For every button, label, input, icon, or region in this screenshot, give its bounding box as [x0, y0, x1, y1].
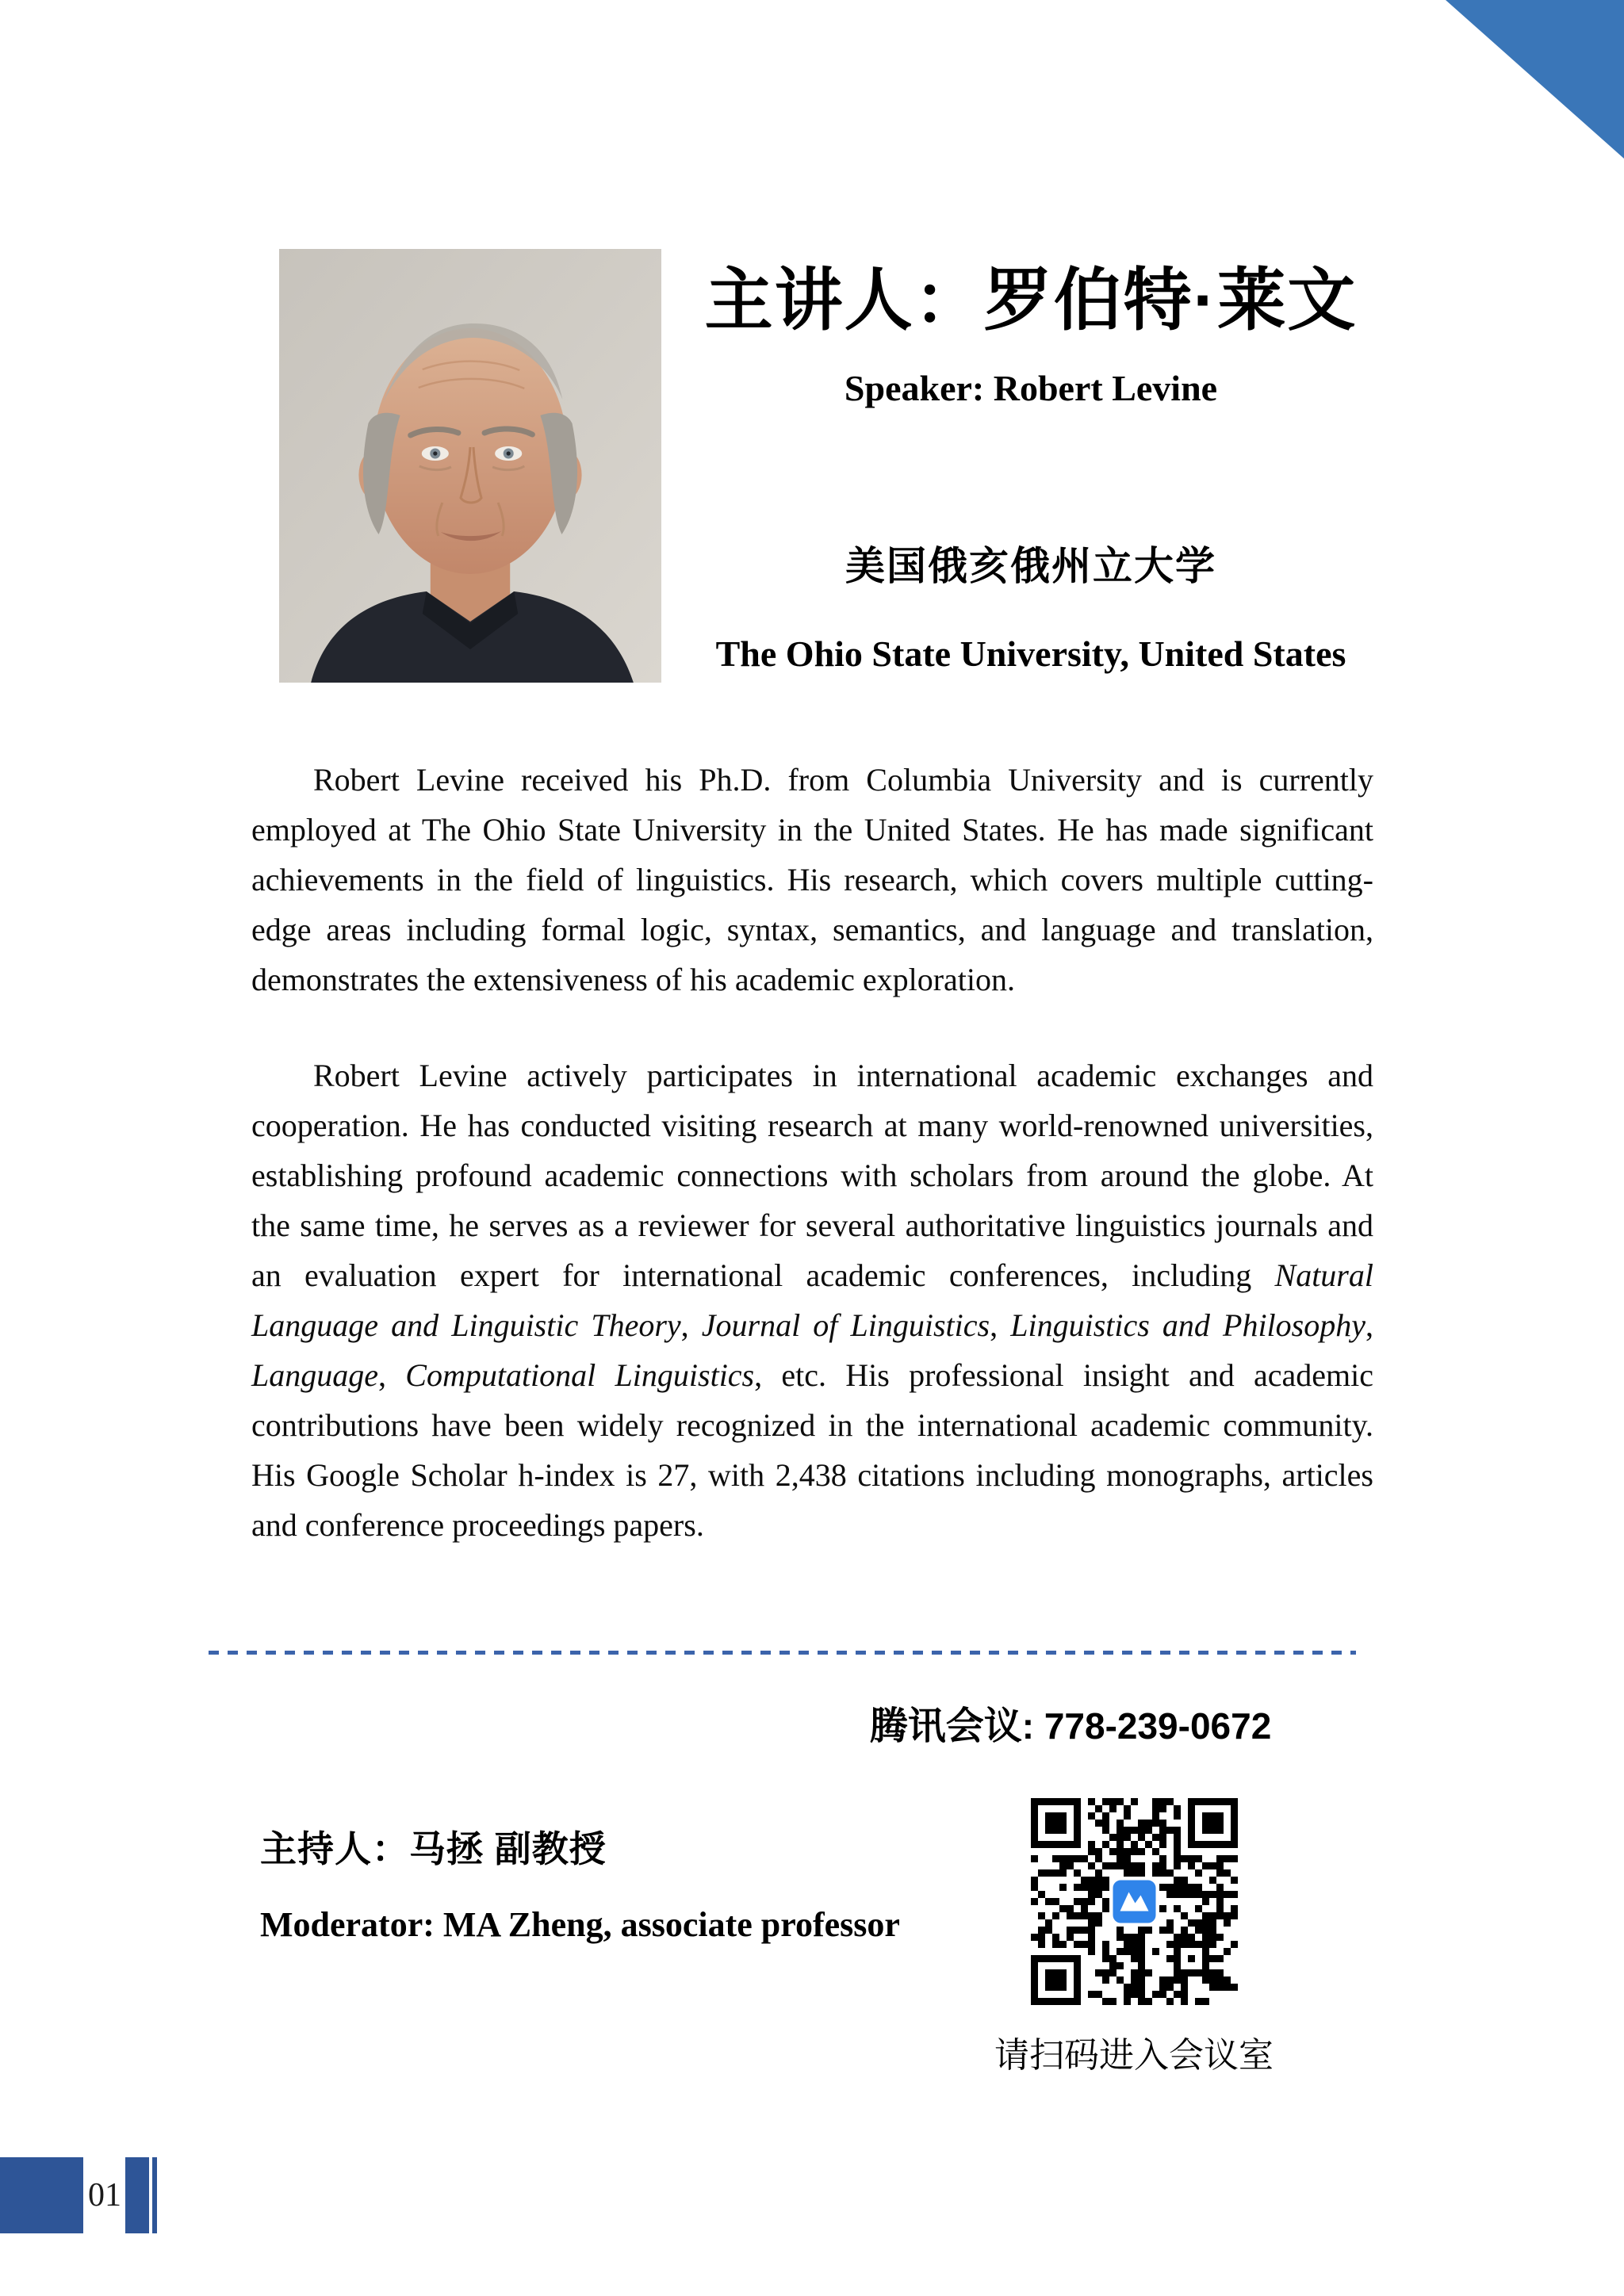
affiliation-zh: 美国俄亥俄州立大学: [845, 543, 1216, 588]
biography-paragraph-2: Robert Levine actively participates in international academic exchanges and cooperation. He has conducted visiting research at many world-renowned universities, establishing profound academic connections with scholars from around the globe. At the same time, he serves as a reviewer for several authoritative linguistics journals and an evaluation expert for international academic conferences, including Natural Language and Linguistic Theory, Journal of Linguistics, Linguistics and Philosophy, Language, Computational Linguistics, etc. His professional insight and academic contributions have been widely recognized in the international academic community. His Google Scholar h-index is 27, with 2,438 citations including monographs, articles and conference proceedings papers.: [251, 1058, 1373, 1543]
tencent-meeting-line: [793, 1695, 1348, 1750]
footer-accent-rect: [0, 2157, 83, 2233]
moderator-line-en: Moderator: MA Zheng, associate professor: [260, 1905, 900, 1944]
biography-paragraph-1: Robert Levine received his Ph.D. from Columbia University and is currently employed at The Ohio State University in the United States. He has made significant achievements in the field of linguistics. His research, which covers multiple cutting-edge areas including formal logic, syntax, semantics, and language and translation, demonstrates the extensiveness of his academic exploration.: [251, 762, 1373, 997]
tencent-meeting-label: 腾讯会议: [869, 1705, 1022, 1747]
affiliation-en: The Ohio State University, United States: [715, 633, 1346, 674]
tencent-meeting-number: : 778-239-0672: [1021, 1705, 1272, 1747]
footer-accent-line: [152, 2157, 157, 2233]
dashed-divider: [209, 1651, 1356, 1655]
moderator-line-zh: 主持人：马拯 副教授: [260, 1828, 607, 1869]
page-number: 01: [88, 2177, 121, 2214]
speaker-title-en: Speaker: Robert Levine: [844, 367, 1218, 408]
scan-hint-text: 请扫码进入会议室: [994, 2036, 1274, 2075]
meeting-qr-code: [1031, 1798, 1238, 2005]
speaker-photo: [279, 249, 661, 683]
speaker-title-zh: 主讲人：罗伯特·莱文: [704, 262, 1358, 339]
biography-section: [251, 755, 1373, 1550]
footer-accent-bar: [125, 2157, 149, 2233]
header-block: [698, 262, 1364, 675]
portrait-illustration: [279, 249, 661, 683]
corner-triangle-decoration: [1446, 0, 1624, 159]
